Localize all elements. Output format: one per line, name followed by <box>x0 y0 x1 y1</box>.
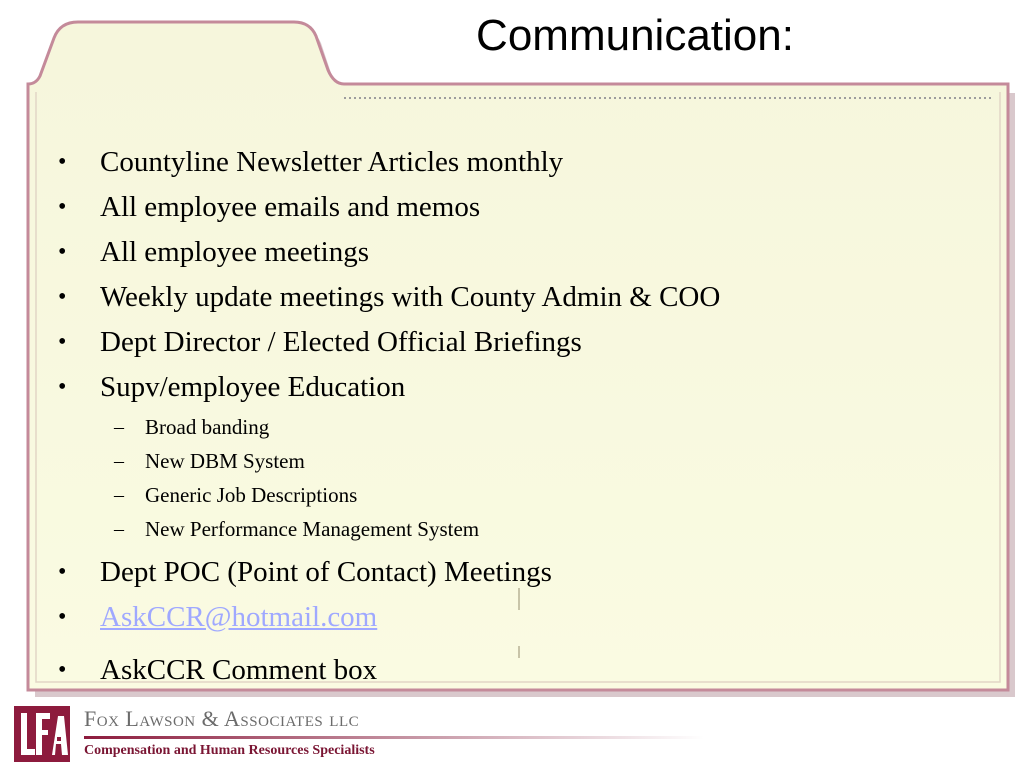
bullet-item <box>58 550 958 595</box>
bullet-item <box>58 595 958 640</box>
bullet-text: Weekly update meetings with County Admin & COO <box>100 281 721 313</box>
bullet-list <box>58 140 958 693</box>
bullet-dot: • <box>58 604 67 630</box>
sub-bullet-item <box>58 444 958 478</box>
bullet-item <box>58 320 958 365</box>
sub-bullet-text: New Performance Management System <box>145 517 480 541</box>
sub-bullet-text: Broad banding <box>145 415 270 439</box>
bullet-item <box>58 365 958 410</box>
bullet-dot: • <box>58 559 67 585</box>
bullet-text: Supv/employee Education <box>100 371 406 403</box>
bullet-item <box>58 230 958 275</box>
bullet-text: Dept POC (Point of Contact) Meetings <box>100 556 552 588</box>
sub-bullet-text: New DBM System <box>145 449 305 473</box>
bullet-dot: • <box>58 149 67 175</box>
sub-bullet-item <box>58 478 958 512</box>
fla-monogram-logo-icon <box>14 706 70 762</box>
bullet-item <box>58 185 958 230</box>
sub-bullet-text: Generic Job Descriptions <box>145 483 358 507</box>
bullet-item <box>58 140 958 185</box>
bullet-dot: • <box>58 194 67 220</box>
bullet-dot: • <box>58 284 67 310</box>
bullet-dot: • <box>58 657 67 683</box>
company-name: Fox Lawson & Associates llc <box>84 706 360 731</box>
bullet-text: All employee meetings <box>100 236 369 268</box>
sub-bullet-dash: – <box>114 484 124 506</box>
sub-bullet-dash: – <box>114 518 124 540</box>
bullet-text: Dept Director / Elected Official Briefings <box>100 326 582 358</box>
company-tagline: Compensation and Human Resources Specialists <box>84 743 375 758</box>
slide-title: Communication: <box>476 11 794 60</box>
company-divider <box>84 736 704 739</box>
bullet-text: All employee emails and memos <box>100 191 481 223</box>
bullet-item <box>58 648 958 693</box>
bullet-item <box>58 275 958 320</box>
bullet-dot: • <box>58 329 67 355</box>
sub-bullet-item <box>58 512 958 546</box>
bullet-dot: • <box>58 239 67 265</box>
email-link[interactable]: AskCCR@hotmail.com <box>100 601 378 633</box>
bullet-text: AskCCR Comment box <box>100 654 378 686</box>
text-cursor-mark <box>518 646 520 658</box>
text-cursor-mark <box>518 588 520 610</box>
bullet-dot: • <box>58 374 67 400</box>
bullet-text: Countyline Newsletter Articles monthly <box>100 146 564 178</box>
sub-bullet-dash: – <box>114 450 124 472</box>
sub-bullet-dash: – <box>114 416 124 438</box>
sub-bullet-item <box>58 410 958 444</box>
